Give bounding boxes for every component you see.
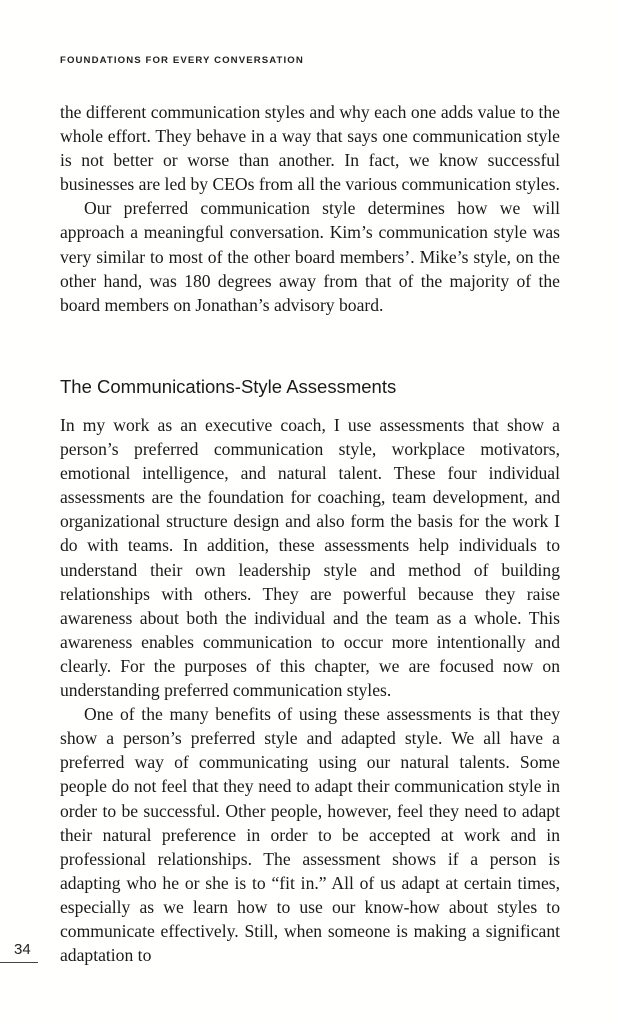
section-heading: The Communications-Style Assessments [60, 376, 397, 397]
running-head: FOUNDATIONS FOR EVERY CONVERSATION [60, 55, 304, 66]
page-number: 34 [14, 941, 31, 958]
section-1-body [60, 100, 560, 317]
page-number-rule [0, 962, 38, 963]
paragraph: the different communication styles and why each one adds value to the whole effort. They behave in a way that says one communication style is not better or worse than another. In fact, we know successful businesses are led by CEOs from all the various communication styles. [60, 102, 560, 195]
paragraph: Our preferred communication style determines how we will approach a meaningful conversation. Kim’s communication style was very similar to most of the other board members’. Mike’s style, on the other hand, was 180 degrees away from that of the majority of the board members on Jonathan’s advisory board. [60, 198, 560, 315]
paragraph: One of the many benefits of using these assessments is that they show a person’s preferred style and adapted style. We all have a preferred way of communicating using our natural talents. Some people do not feel that they need to adapt their communication style in order to be successful. Other people, however, feel they need to adapt their natural preference in order to be accepted at work and in professional relationships. The assessment shows if a person is adapting who he or she is to “fit in.” All of us adapt at certain times, especially as we learn how to use our know-how about styles to communicate effectively. Still, when someone is making a significant adaptation to [60, 704, 560, 966]
paragraph: In my work as an executive coach, I use assessments that show a person’s preferred communication style, workplace motivators, emotional intelligence, and natural talent. These four individual assessments are the foundation for coaching, team development, and organizational structure design and also form the basis for the work I do with teams. In addition, these assessments help individuals to understand their own leadership style and method of building relationships with others. They are powerful because they raise awareness about both the individual and the team as a whole. This awareness enables communication to occur more intentionally and clearly. For the purposes of this chapter, we are focused now on understanding preferred communication styles. [60, 415, 560, 701]
section-2-body [60, 413, 560, 967]
